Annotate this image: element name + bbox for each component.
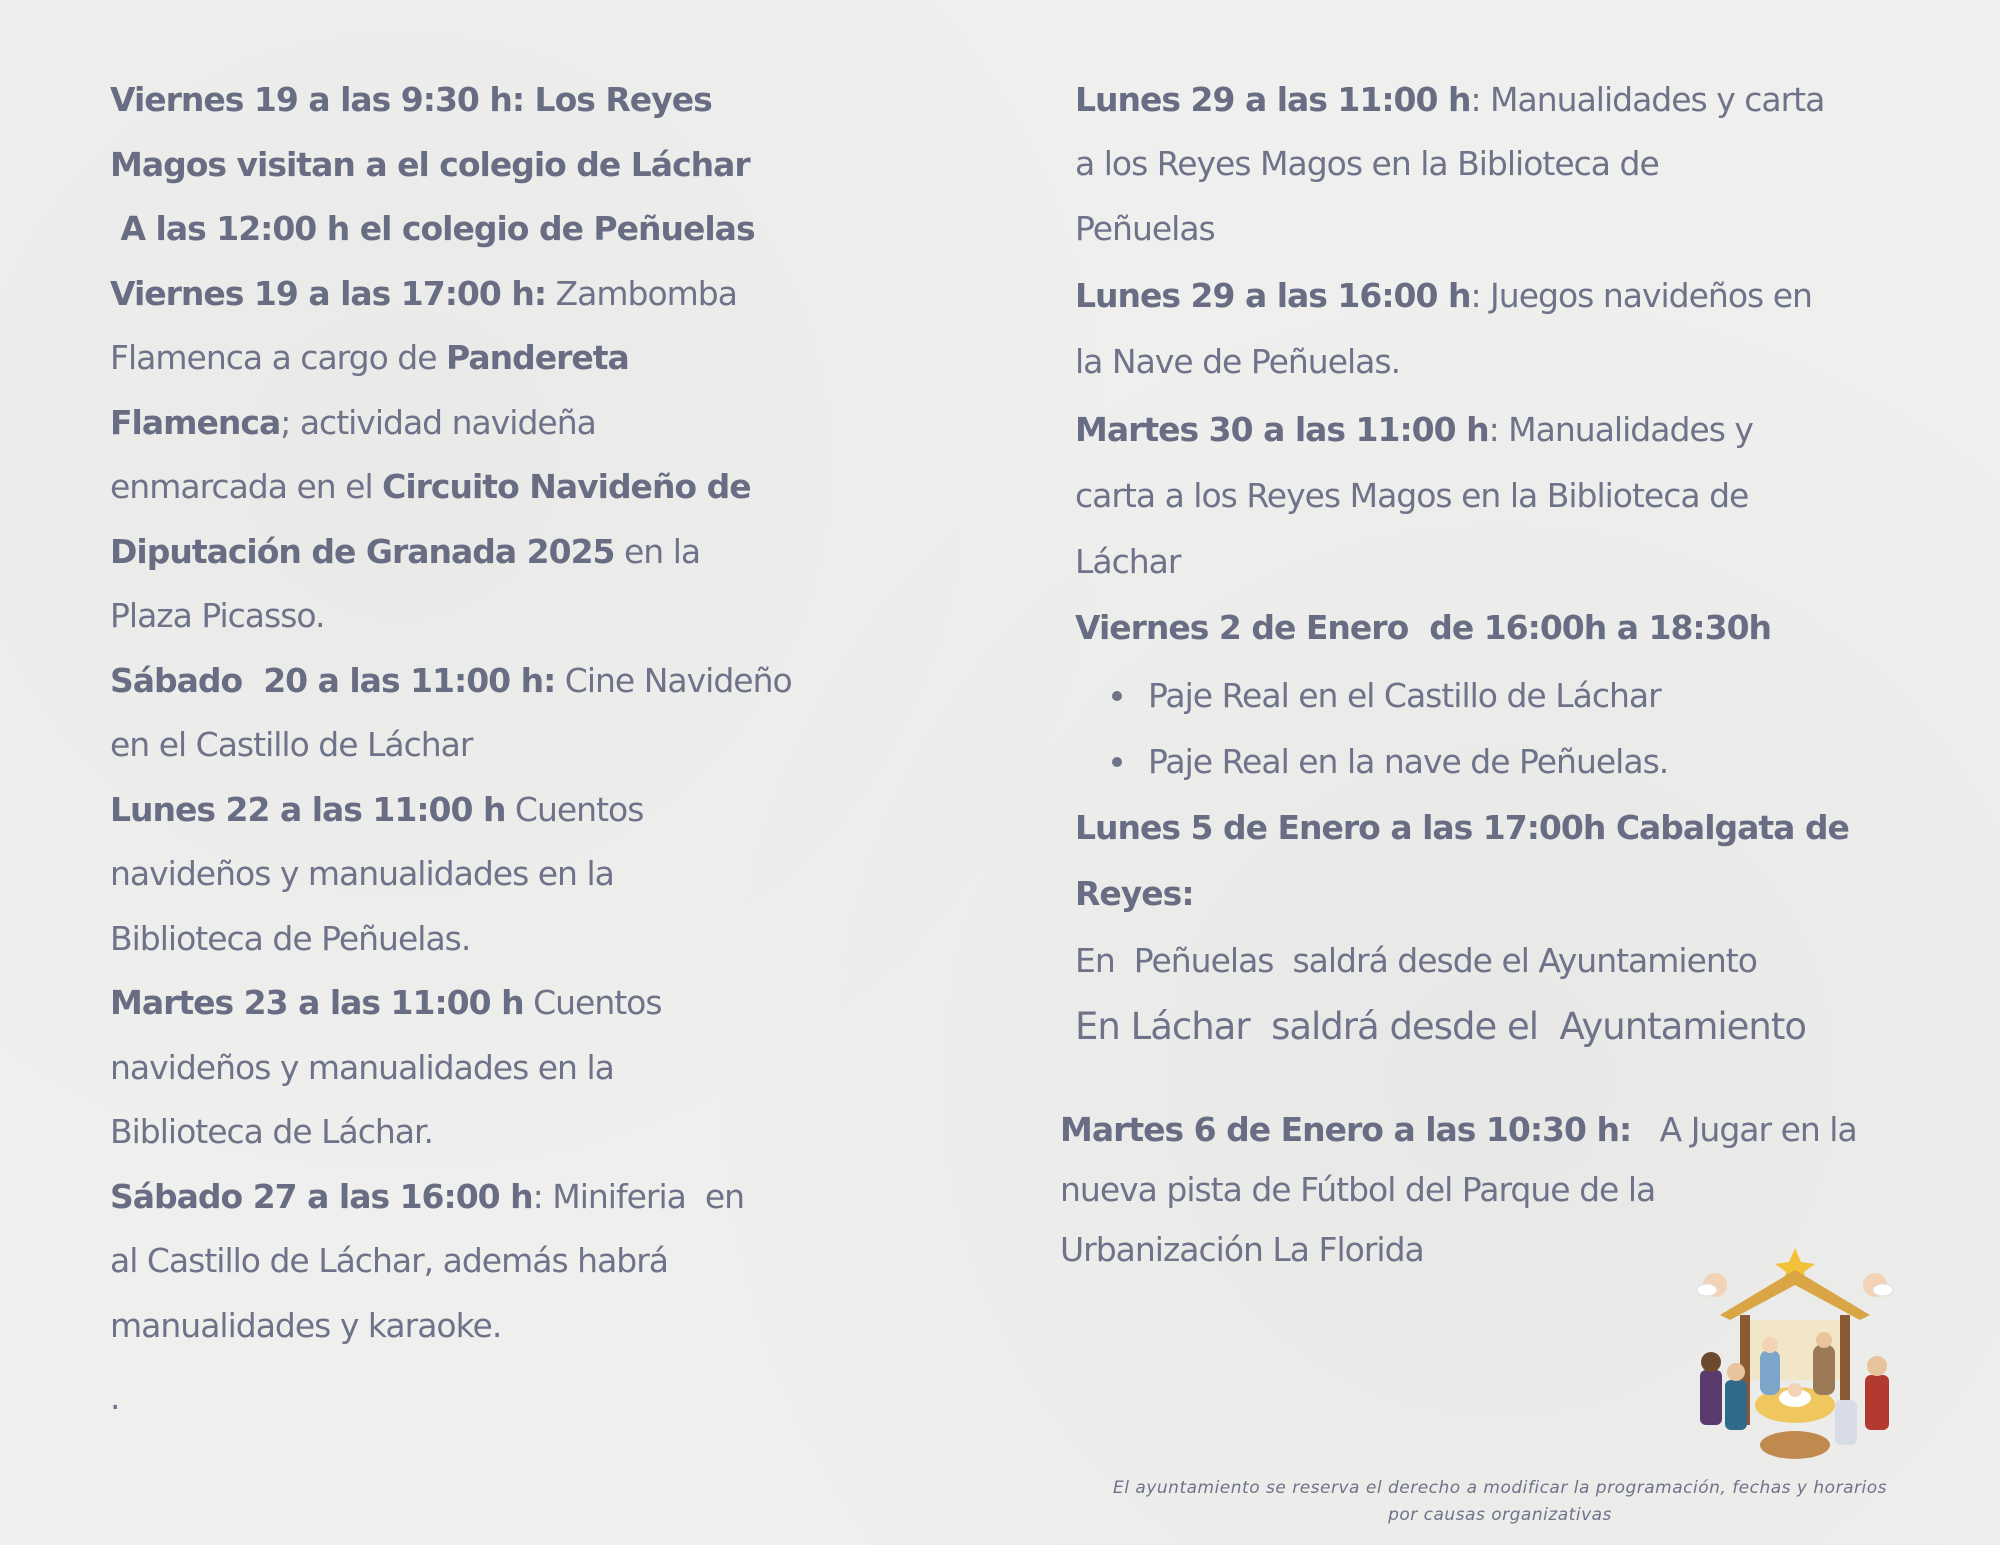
event-heading: Lunes 5 de Enero a las 17:00h Cabalgata de xyxy=(1075,808,1849,847)
event-text: al Castillo de Láchar, además habrá xyxy=(110,1241,669,1280)
event-heading: Martes 6 de Enero a las 10:30 h: xyxy=(1060,1110,1632,1149)
event-text: Paje Real en el Castillo de Láchar xyxy=(1148,676,1661,715)
schedule-line xyxy=(1075,1007,1806,1047)
schedule-line xyxy=(110,145,750,185)
schedule-line xyxy=(1060,1170,1655,1210)
event-text: Biblioteca de Peñuelas. xyxy=(110,918,471,958)
disclaimer-footer xyxy=(1020,1475,1980,1529)
event-heading: Diputación de Granada 2025 xyxy=(110,531,615,571)
event-text: navideños y manualidades en la xyxy=(110,854,614,893)
event-heading: Lunes 29 a las 16:00 h xyxy=(1075,276,1471,315)
schedule-line xyxy=(1075,209,1215,249)
bullet-item xyxy=(1075,742,1668,782)
event-text: En Peñuelas saldrá desde el Ayuntamiento xyxy=(1075,941,1757,980)
event-heading: Lunes 29 a las 11:00 h xyxy=(1075,80,1471,119)
event-heading: Martes 23 a las 11:00 h xyxy=(110,983,524,1022)
event-text: en el Castillo de Láchar xyxy=(110,725,473,764)
event-text: en la xyxy=(614,531,701,571)
event-heading: Lunes 22 a las 11:00 h xyxy=(110,789,506,829)
event-heading: Viernes 2 de Enero de 16:00h a 18:30h xyxy=(1075,608,1772,647)
event-heading: Flamenca xyxy=(110,402,281,442)
schedule-line xyxy=(110,1378,120,1418)
event-text: navideños y manualidades en la xyxy=(110,1047,614,1087)
event-heading: Martes 30 a las 11:00 h xyxy=(1075,410,1489,449)
schedule-line xyxy=(1075,874,1194,914)
schedule-line xyxy=(1060,1230,1424,1270)
event-text: nueva pista de Fútbol del Parque de la xyxy=(1060,1170,1656,1209)
disclaimer-line-2: por causas organizativas xyxy=(1388,1505,1612,1525)
schedule-line xyxy=(110,532,700,572)
event-text: : Manualidades y xyxy=(1488,410,1753,449)
event-text: Zambomba xyxy=(546,273,737,313)
event-text: Cine Navideño xyxy=(555,660,792,700)
schedule-line xyxy=(1075,542,1180,582)
schedule-line xyxy=(1075,608,1771,648)
schedule-line xyxy=(110,854,614,894)
event-heading: Viernes 19 a las 17:00 h: xyxy=(110,273,547,313)
event-text: : Miniferia en xyxy=(532,1176,745,1216)
event-text: Peñuelas xyxy=(1075,209,1215,248)
event-text: A Jugar en la xyxy=(1631,1110,1857,1149)
event-text: manualidades y karaoke. xyxy=(110,1305,502,1345)
schedule-line xyxy=(1075,476,1748,516)
schedule-line xyxy=(1060,1110,1857,1150)
schedule-line xyxy=(110,1306,501,1346)
schedule-line xyxy=(110,274,737,314)
event-heading: Viernes 19 a las 9:30 h: Los Reyes xyxy=(110,80,712,119)
event-heading: Circuito Navideño de xyxy=(382,467,751,506)
bullet-item xyxy=(1075,676,1661,716)
nativity-scene-icon xyxy=(1695,1240,1895,1465)
schedule-line xyxy=(1075,808,1849,848)
schedule-line xyxy=(110,725,472,765)
schedule-line xyxy=(110,1112,433,1152)
event-text: Plaza Picasso. xyxy=(110,596,325,635)
schedule-line xyxy=(110,983,662,1023)
event-text: Flamenca a cargo de xyxy=(110,338,447,377)
event-text: Biblioteca de Láchar. xyxy=(110,1112,434,1151)
schedule-line xyxy=(110,1241,668,1281)
event-text: a los Reyes Magos en la Biblioteca de xyxy=(1075,144,1659,183)
schedule-line xyxy=(110,80,712,120)
event-heading: Sábado 27 a las 16:00 h xyxy=(110,1176,533,1216)
event-text: : Juegos navideños en xyxy=(1470,276,1812,315)
event-text: enmarcada en el xyxy=(110,467,383,506)
event-text: Paje Real en la nave de Peñuelas. xyxy=(1148,742,1669,781)
event-text: Láchar xyxy=(1075,542,1181,581)
schedule-line xyxy=(110,790,643,830)
event-heading: Sábado 20 a las 11:00 h: xyxy=(110,660,556,700)
schedule-line xyxy=(1075,941,1757,981)
event-text: la Nave de Peñuelas. xyxy=(1075,342,1401,381)
schedule-line xyxy=(110,338,629,378)
schedule-line xyxy=(110,661,792,701)
schedule-line xyxy=(110,209,755,249)
schedule-line xyxy=(1075,144,1659,184)
event-text: En Láchar saldrá desde el Ayuntamiento xyxy=(1075,1005,1807,1048)
schedule-line xyxy=(110,596,325,636)
event-text: Urbanización La Florida xyxy=(1060,1230,1424,1269)
schedule-line xyxy=(110,467,751,507)
event-text: carta a los Reyes Magos en la Biblioteca de xyxy=(1075,476,1749,515)
event-text: ; actividad navideña xyxy=(280,402,596,442)
schedule-line xyxy=(110,1048,614,1088)
event-text: Cuentos xyxy=(505,789,644,829)
schedule-line xyxy=(1075,410,1753,450)
event-text: Cuentos xyxy=(523,983,662,1022)
schedule-line xyxy=(110,1177,744,1217)
event-heading: Reyes: xyxy=(1075,874,1194,913)
schedule-line xyxy=(1075,342,1400,382)
event-heading: A las 12:00 h el colegio de Peñuelas xyxy=(110,209,755,248)
event-text: . xyxy=(110,1378,120,1417)
schedule-line xyxy=(1075,276,1812,316)
event-text: : Manualidades y carta xyxy=(1470,80,1825,119)
disclaimer-line-1: El ayuntamiento se reserva el derecho a modificar la programación, fechas y horarios xyxy=(1113,1478,1887,1498)
event-heading: Pandereta xyxy=(446,338,629,377)
schedule-line xyxy=(1075,80,1824,120)
schedule-line xyxy=(110,403,596,443)
event-heading: Magos visitan a el colegio de Láchar xyxy=(110,144,750,184)
schedule-line xyxy=(110,919,470,959)
